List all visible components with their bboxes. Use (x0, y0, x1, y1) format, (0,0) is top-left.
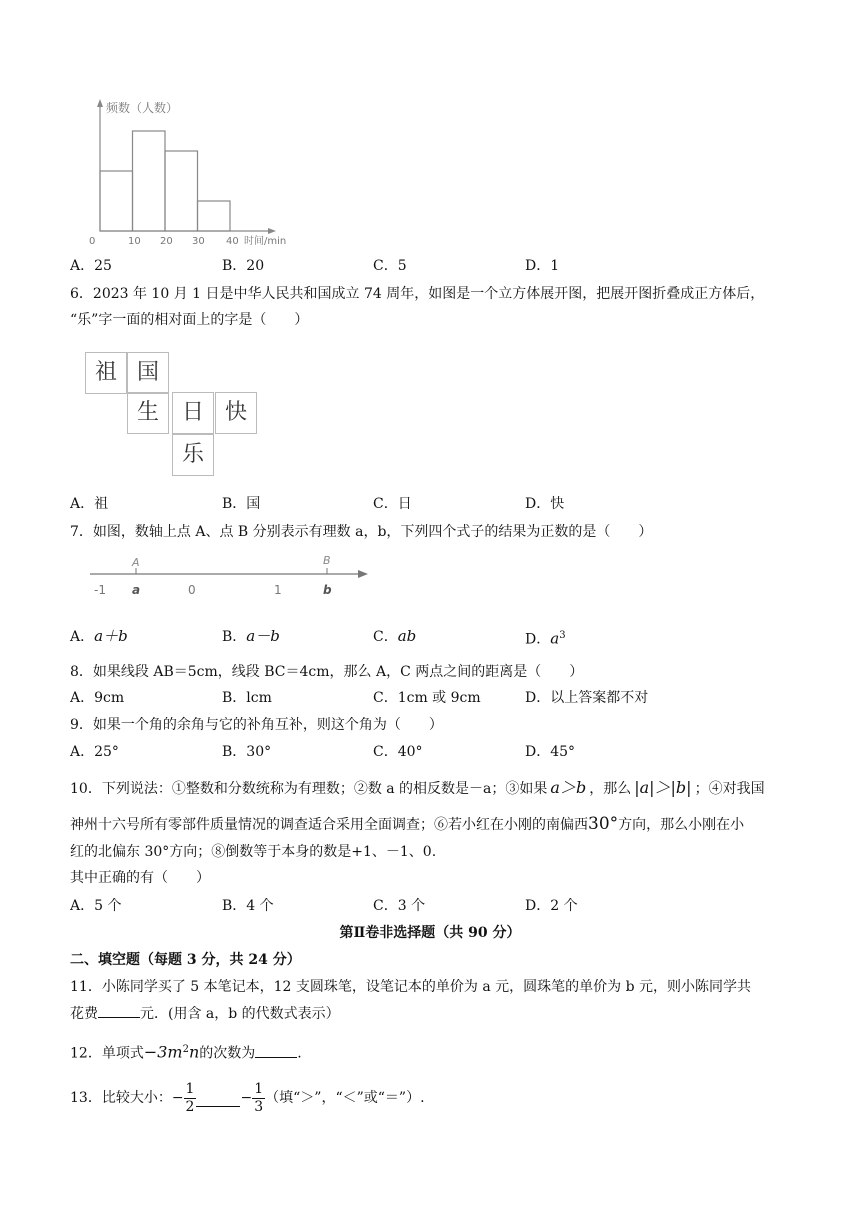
q13-fraction-2-den: 3 (254, 1098, 264, 1115)
q13-blank[interactable] (196, 1090, 240, 1107)
q8-text: 8．如果线段 AB＝5cm，线段 BC＝4cm，那么 A，C 两点之间的距离是（ ） (70, 664, 584, 680)
q10-option-a: A．5 个 (70, 898, 122, 914)
q10-text-line1 (70, 778, 765, 799)
histogram-bar-30-40 (198, 201, 231, 231)
q10-line2-part-a: 神州十六号所有零部件质量情况的调查适合采用全面调查；⑥若小红在小刚的南偏西 (70, 817, 588, 833)
net-cell-ri: 日 (172, 392, 214, 434)
q5-option-b: B．20 (222, 258, 265, 274)
q10-result: |a|＞|b| (634, 778, 692, 797)
q7-option-c-expr: ab (397, 627, 417, 645)
q12-end: . (297, 1045, 302, 1062)
q9-text: 9．如果一个角的余角与它的补角互补，则这个角为（ ） (70, 717, 443, 733)
histogram-figure (84, 96, 314, 248)
q13-minus: − (240, 1090, 253, 1106)
q10-option-b: B．4 个 (222, 898, 274, 914)
q10-option-c: C．3 个 (373, 898, 426, 914)
q7-option-a (70, 626, 128, 647)
q13-fraction-2-num: 1 (254, 1080, 264, 1097)
q9-option-b: B．30° (222, 744, 272, 760)
fill-in-section-heading: 二、填空题（每题 3 分，共 24 分） (70, 952, 301, 968)
q11-blank[interactable] (98, 1003, 140, 1018)
net-cell-le: 乐 (172, 434, 214, 476)
q11-text-line2 (70, 1003, 340, 1024)
tick-neg-one: -1 (94, 583, 106, 597)
q7-option-c (373, 626, 416, 647)
q12-expr-base: −3m (143, 1042, 183, 1062)
q7-option-b (222, 626, 280, 647)
q7-option-a-prefix: A． (70, 629, 95, 645)
q13-fraction-1-num: 1 (185, 1080, 195, 1097)
q7-option-a-expr: a＋b (94, 627, 128, 645)
histogram-bar-0-10 (100, 171, 133, 231)
q7-option-d (525, 626, 566, 650)
q10-condition: a＞b (550, 778, 587, 797)
q10-text-line4: 其中正确的有（ ） (70, 870, 210, 886)
q8-option-d: D．以上答案都不对 (525, 690, 649, 706)
q6-option-d: D．快 (525, 496, 565, 512)
histogram-tick-20: 20 (160, 236, 173, 247)
q12-blank[interactable] (255, 1043, 297, 1058)
q10-text-line3: 红的北偏东 30°方向；⑧倒数等于本身的数是+1、－1、0. (70, 844, 437, 860)
q11-line2-prefix: 花费 (70, 1006, 98, 1022)
histogram-tick-40: 40 (226, 236, 239, 247)
q5-option-a: A．25 (70, 258, 112, 274)
histogram-bar-20-30 (165, 151, 198, 231)
tick-one: 1 (274, 583, 282, 597)
q9-option-d: D．45° (525, 744, 576, 760)
q12-prefix: 12．单项式 (70, 1045, 144, 1062)
q10-line2-part-b: 方向，那么小刚在小 (618, 817, 745, 833)
number-line (86, 552, 376, 602)
q10-text-line2 (70, 814, 744, 835)
q10-option-d: D．2 个 (525, 898, 578, 914)
histogram-tick-0: 0 (89, 236, 96, 247)
q11-line2-suffix: 元．(用含 a，b 的代数式表示） (140, 1006, 340, 1022)
q10-degree: 30° (588, 814, 619, 834)
histogram-bar-10-20 (133, 131, 166, 231)
q9-option-a: A．25° (70, 744, 119, 760)
q12-expr-exponent: 2 (182, 1044, 189, 1055)
q10-line1-part-b: ，那么 (589, 781, 632, 797)
q6-option-a: A．祖 (70, 496, 109, 512)
histogram-xlabel: 时间/min (244, 236, 287, 247)
q8-option-c: C．1cm 或 9cm (373, 690, 481, 706)
q8-option-a: A．9cm (70, 690, 125, 706)
tick-b: b (323, 583, 332, 597)
q13-suffix: （填“＞”，“＜”或“＝”）. (265, 1090, 425, 1106)
q10-line1-part-c: ；④对我国 (694, 781, 765, 797)
net-cell-guo: 国 (127, 352, 169, 394)
q7-text: 7．如图，数轴上点 A、点 B 分别表示有理数 a，b，下列四个式子的结果为正数的是（ ） (70, 524, 653, 540)
histogram-ylabel: 频数（人数） (106, 101, 179, 115)
q13-fraction-1 (184, 1081, 197, 1116)
q6-text-line2: “乐”字一面的相对面上的字是（ ） (70, 312, 309, 328)
net-cell-zu: 祖 (85, 352, 127, 394)
histogram-tick-10: 10 (128, 236, 141, 247)
tick-a: a (132, 583, 141, 597)
q13-fraction-1-den: 2 (185, 1098, 195, 1115)
q7-option-d-exponent: 3 (559, 630, 566, 641)
q11-text-line1: 11．小陈同学买了 5 本笔记本，12 支圆珠笔，设笔记本的单价为 a 元，圆珠笔的单价为 b 元，则小陈同学共 (70, 979, 751, 995)
q13-fraction-2 (252, 1081, 265, 1116)
q7-option-c-prefix: C． (373, 629, 398, 645)
q7-option-b-prefix: B． (222, 629, 247, 645)
q5-option-d: D．1 (525, 258, 560, 274)
tick-zero: 0 (188, 583, 196, 597)
histogram-tick-30: 30 (192, 236, 205, 247)
q5-option-c: C．5 (373, 258, 407, 274)
q12-middle: 的次数为 (199, 1045, 256, 1062)
q13-prefix: 13．比较大小：− (70, 1090, 184, 1106)
q8-option-b: B．lcm (222, 690, 272, 706)
net-cell-kuai: 快 (215, 392, 257, 434)
section-2-heading: 第Ⅱ卷非选择题（共 90 分） (339, 925, 521, 941)
q6-option-c: C．日 (373, 496, 412, 512)
q9-option-c: C．40° (373, 744, 423, 760)
q12-expr-var: n (188, 1042, 200, 1062)
point-b-label: B (323, 554, 331, 567)
q10-line1-part-a: 10．下列说法：①整数和分数统称为有理数；②数 a 的相反数是－a；③如果 (70, 781, 548, 797)
q12-text (70, 1040, 302, 1064)
q7-option-d-expr: a (550, 629, 560, 648)
q7-option-b-expr: a－b (246, 627, 280, 645)
point-a-label: A (132, 556, 140, 569)
q7-option-d-prefix: D． (525, 631, 551, 648)
q6-option-b: B．国 (222, 496, 261, 512)
q13-text (70, 1078, 425, 1118)
q6-text-line1: 6．2023 年 10 月 1 日是中华人民共和国成立 74 周年，如图是一个立方体展开图，把展开图折叠成正方体后， (70, 286, 765, 302)
net-cell-sheng: 生 (127, 392, 169, 434)
